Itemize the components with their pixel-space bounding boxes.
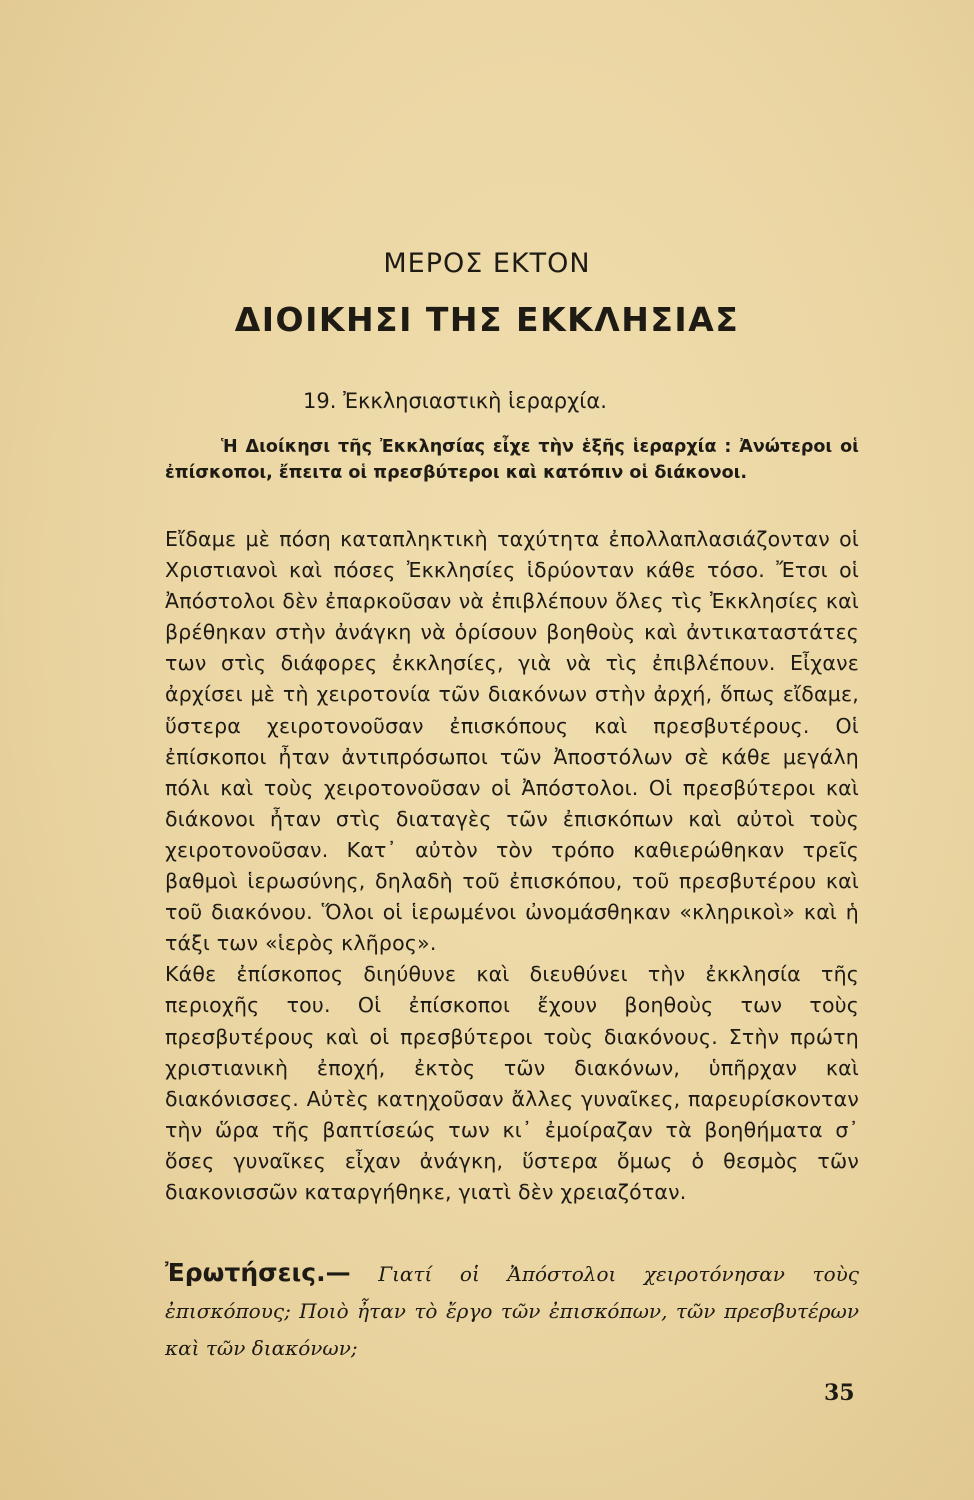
- paragraph-2: Κάθε ἐπίσκοπος διηύθυνε καὶ διευθύνει τὴν ἐκκλησία τῆς περιοχῆς του. Οἱ ἐπίσκοποι ἔχουν βοηθοὺς των τοὺς πρεσβυτέρους καὶ οἱ πρεσβύτεροι τοὺς διακόνους. Στὴν πρώτη χριστιανικὴ ἐποχή, ἐκτὸς τῶν διακόνων, ὑπῆρχαν καὶ διακόνισσες. Αὐτὲς κατηχοῦσαν ἄλλες γυναῖκες, παρευρίσκονταν τὴν ὥρα τῆς βαπτίσεώς των κι᾿ ἐμοίραζαν τὰ βοηθήματα σ᾿ ὅσες γυναῖκες εἶχαν ἀνάγκη, ὕστερα ὅμως ὁ θεσμὸς τῶν διακονισσῶν καταργήθηκε, γιατὶ δὲν χρειαζόταν.: [165, 962, 859, 1204]
- part-title: ΜΕΡΟΣ ΕΚΤΟΝ: [383, 248, 591, 279]
- questions-block: [165, 1254, 859, 1367]
- chapter-title: ΔΙΟΙΚΗΣΙ ΤΗΣ ΕΚΚΛΗΣΙΑΣ: [234, 300, 740, 339]
- questions-text: Γιατί οἱ Ἀπόστολοι χειροτόνησαν τοὺς ἐπισκόπους; Ποιὸ ἦταν τὸ ἔργο τῶν ἐπισκόπων, τῶν πρεσβυτέρων καὶ τῶν διακόνων;: [165, 1262, 859, 1360]
- section-title: 19. Ἐκκλησιαστικὴ ἱεραρχία.: [303, 389, 607, 413]
- page-number: 35: [824, 1380, 855, 1406]
- questions-label: Ἐρωτήσεις.—: [165, 1258, 351, 1287]
- section-summary: Ἡ Διοίκησι τῆς Ἐκκλησίας εἶχε τὴν ἑξῆς ἱεραρχία : Ἀνώτεροι οἱ ἐπίσκοποι, ἔπειτα οἱ πρεσβύτεροι καὶ κατόπιν οἱ διάκονοι.: [165, 437, 859, 483]
- body-text: [165, 524, 859, 1208]
- paragraph-1: Εἴδαμε μὲ πόση καταπληκτικὴ ταχύτητα ἐπολλαπλασιάζονταν οἱ Χριστιανοὶ καὶ πόσες Ἐκκλησίες ἱδρύονταν κάθε τόσο. Ἔτσι οἱ Ἀπόστολοι δὲν ἐπαρκοῦσαν νὰ ἐπιβλέπουν ὅλες τὶς Ἐκκλησίες καὶ βρέθηκαν στὴν ἀνάγκη νὰ ὁρίσουν βοηθοὺς καὶ ἀντικαταστάτες των στὶς διάφορες ἐκκλησίες, γιὰ νὰ τὶς ἐπιβλέπουν. Εἶχανε ἀρχίσει μὲ τὴ χειροτονία τῶν διακόνων στὴν ἀρχή, ὅπως εἴδαμε, ὕστερα χειροτονοῦσαν ἐπισκόπους καὶ πρεσβυτέρους. Οἱ ἐπίσκοποι ἦταν ἀντιπρόσωποι τῶν Ἀποστόλων σὲ κάθε μεγάλη πόλι καὶ τοὺς χειροτονοῦσαν οἱ Ἀπόστολοι. Οἱ πρεσβύτεροι καὶ διάκονοι ἦταν στὶς διαταγὲς τῶν ἐπισκόπων καὶ αὐτοὶ τοὺς χειροτονοῦσαν. Κατ᾿ αὐτὸν τὸν τρόπο καθιερώθηκαν τρεῖς βαθμοὶ ἱερωσύνης, δηλαδὴ τοῦ ἐπισκόπου, τοῦ πρεσβυτέρου καὶ τοῦ διακόνου. Ὅλοι οἱ ἱερωμένοι ὠνομάσθηκαν «κληρικοὶ» καὶ ἡ τάξι των «ἱερὸς κλῆρος».: [165, 527, 859, 956]
